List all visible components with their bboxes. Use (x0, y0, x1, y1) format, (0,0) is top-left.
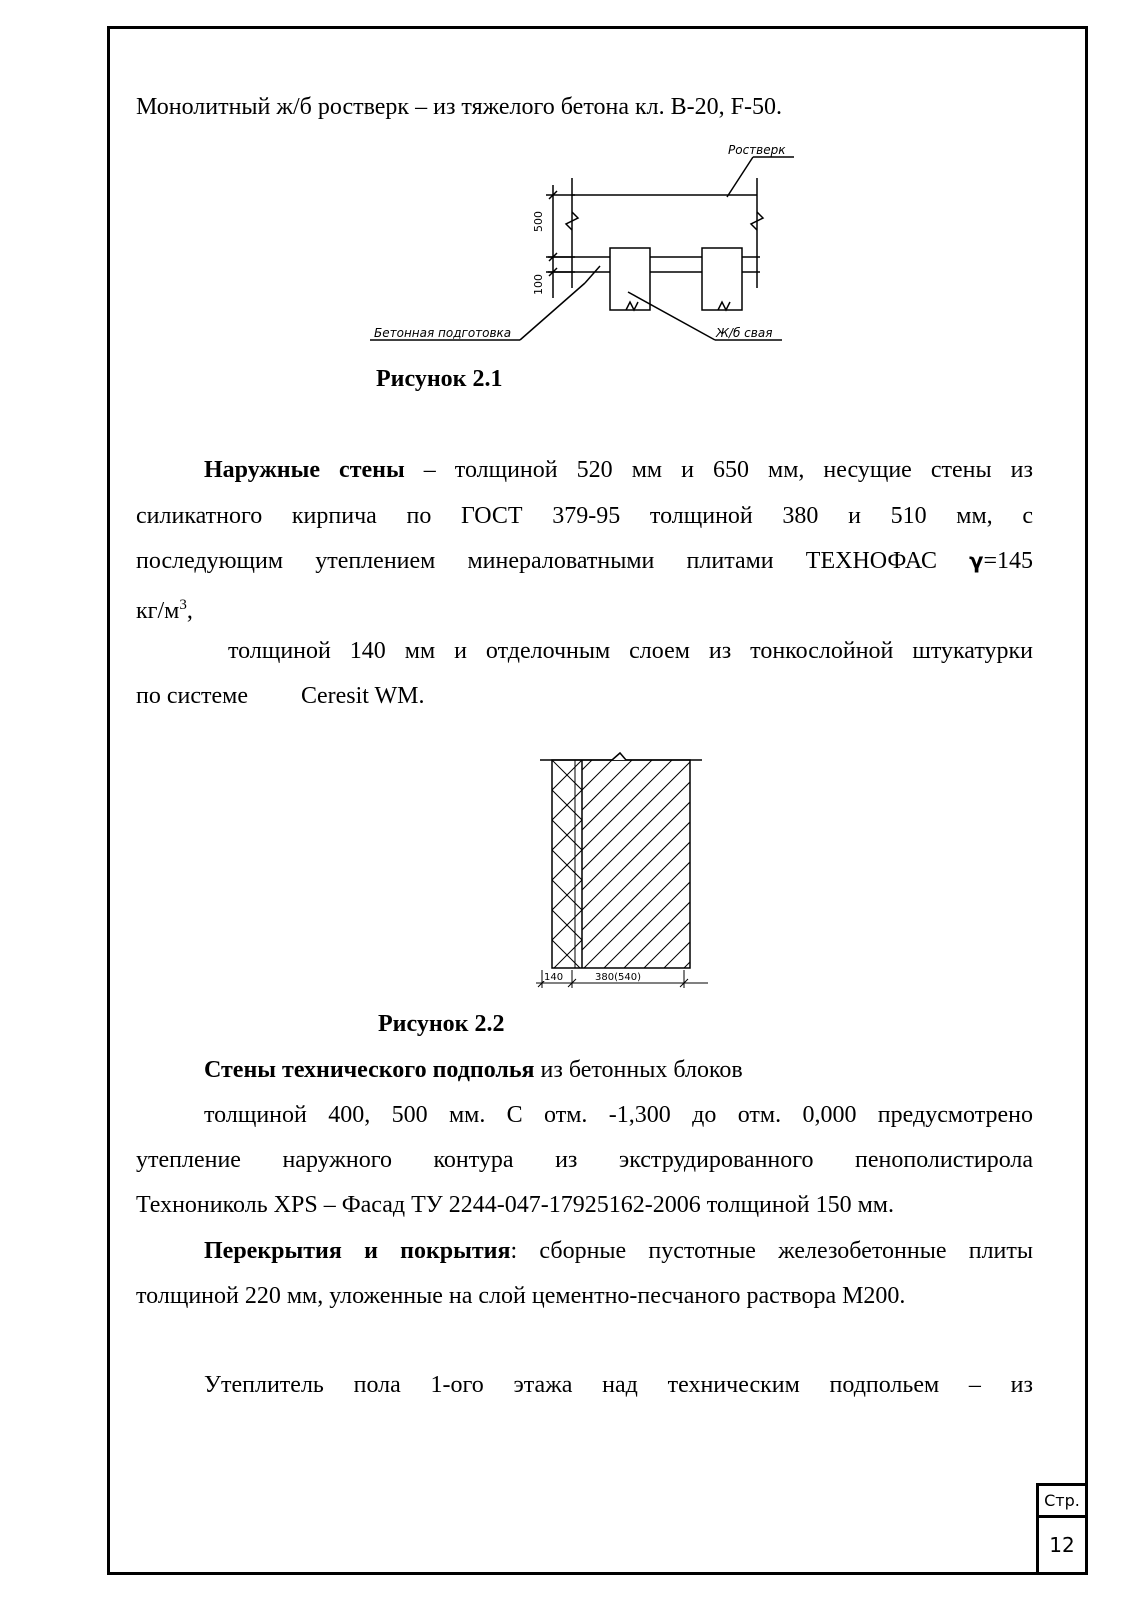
page-number: 12 (1036, 1515, 1088, 1575)
dimension-500: 500 (532, 211, 545, 232)
text-line-floor-insulation: Утеплитель пола 1-ого этажа над техническим подпольем – из (204, 1372, 1033, 1398)
figure-2-1 (370, 140, 810, 355)
figure-2-2 (532, 738, 712, 990)
figure-caption-2-1: Рисунок 2.1 (376, 366, 503, 392)
label-svaya: Ж/б свая (716, 326, 773, 340)
text-line-walls-4: $кг/м^3$, (136, 597, 193, 624)
text-line-slabs-2: толщиной 220 мм, уложенные на слой цементно-песчаного раствора М200. (136, 1283, 906, 1309)
text-line-walls-2: силикатного кирпича по ГОСТ 379-95 толщиной 380 и 510 мм, с (136, 503, 1033, 529)
text-line-basement-4: Технониколь XPS – Фасад ТУ 2244-047-17925162-2006 толщиной 150 мм. (136, 1192, 894, 1218)
text-line-basement-1: Стены технического подполья из бетонных блоков (204, 1057, 743, 1083)
page-label: Стр. (1036, 1483, 1088, 1518)
text-line-basement-2: толщиной 400, 500 мм. С отм. -1,300 до отм. 0,000 предусмотрено (204, 1102, 1033, 1128)
dimension-380: 380(540) (595, 972, 641, 983)
label-rostverk: Ростверк (728, 143, 786, 157)
label-podgotovka: Бетонная подготовка (374, 326, 512, 340)
dimension-100: 100 (532, 274, 545, 295)
text-line-walls-1: Наружные стены – толщиной 520 мм и 650 мм, несущие стены из (204, 457, 1033, 483)
text-line-walls-3: последующим утеплением минераловатными плитами ТЕХНОФАС γ=145 (136, 548, 1033, 574)
dimension-140: 140 (544, 972, 564, 983)
text-line-rostverk: Монолитный ж/б ростверк – из тяжелого бетона кл. В-20, F-50. (136, 94, 782, 120)
figure-caption-2-2: Рисунок 2.2 (378, 1011, 505, 1037)
text-line-slabs-1: Перекрытия и покрытия: сборные пустотные железобетонные плиты (204, 1238, 1034, 1264)
text-line-basement-3: утепление наружного контура из экструдированного пенополистирола (136, 1147, 1033, 1173)
text-line-walls-6: по системе Ceresit WM. (136, 683, 425, 709)
text-line-walls-5: толщиной 140 мм и отделочным слоем из тонкослойной штукатурки (228, 638, 1033, 664)
